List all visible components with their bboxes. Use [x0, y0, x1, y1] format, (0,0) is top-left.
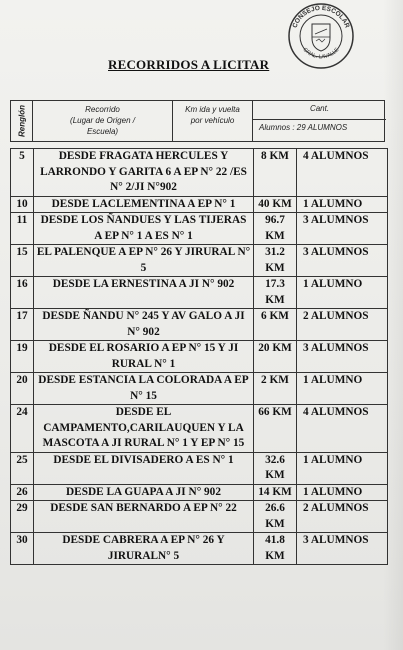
student-count: 1 ALUMNO: [297, 277, 388, 309]
seal-top-text: CONSEJO ESCOLAR: [291, 4, 351, 29]
student-count: 1 ALUMNO: [297, 452, 388, 484]
header-recorrido-line2: (Lugar de Origen /: [70, 116, 135, 125]
row-number: 20: [11, 373, 34, 405]
student-count: 3 ALUMNOS: [297, 245, 388, 277]
route-description: DESDE EL DIVISADERO A ES N° 1: [34, 452, 254, 484]
svg-text:CONSEJO ESCOLAR: [291, 5, 350, 29]
route-km: 40 KM: [254, 196, 297, 213]
route-description: DESDE ESTANCIA LA COLORADA A EP N° 15: [34, 373, 254, 405]
student-count: 3 ALUMNOS: [297, 341, 388, 373]
svg-text:GRAL. LAVALLE: [301, 47, 340, 61]
header-cant-cell: [253, 101, 386, 141]
row-number: 25: [11, 452, 34, 484]
route-km: 20 KM: [254, 341, 297, 373]
route-description: EL PALENQUE A EP N° 26 Y JIRURAL N° 5: [34, 245, 254, 277]
route-description: DESDE EL ROSARIO A EP N° 15 Y JI RURAL N° 1: [34, 341, 254, 373]
table-row: [11, 277, 388, 309]
route-description: DESDE LA ERNESTINA A JI N° 902: [34, 277, 254, 309]
route-description: DESDE LACLEMENTINA A EP N° 1: [34, 196, 254, 213]
route-km: 96.7 KM: [254, 213, 297, 245]
table-row: [11, 501, 388, 533]
page-shadow: [383, 0, 403, 650]
header-renglon: Renglón: [17, 105, 26, 137]
header-cant: Cant.: [253, 101, 386, 120]
route-description: DESDE EL CAMPAMENTO,CARILAUQUEN Y LA MASCOTA A JI RURAL N° 1 Y EP N° 15: [34, 405, 254, 453]
row-number: 10: [11, 196, 34, 213]
school-council-seal: [287, 2, 355, 70]
header-km-line2: por vehículo: [190, 116, 235, 125]
route-description: DESDE LA GUAPA A JI N° 902: [34, 484, 254, 501]
route-km: 6 KM: [254, 309, 297, 341]
student-count: 4 ALUMNOS: [297, 405, 388, 453]
row-number: 5: [11, 149, 34, 197]
table-header: [10, 100, 385, 142]
table-row: [11, 341, 388, 373]
row-number: 16: [11, 277, 34, 309]
row-number: 24: [11, 405, 34, 453]
route-km: 14 KM: [254, 484, 297, 501]
student-count: 4 ALUMNOS: [297, 149, 388, 197]
table-row: [11, 245, 388, 277]
route-km: 26.6 KM: [254, 501, 297, 533]
table-row: [11, 196, 388, 213]
table-row: [11, 405, 388, 453]
routes-table: [10, 148, 388, 565]
header-km-cell: [173, 101, 253, 141]
row-number: 15: [11, 245, 34, 277]
route-description: DESDE LOS ÑANDUES Y LAS TIJERAS A EP N° 1 A ES N° 1: [34, 213, 254, 245]
header-recorrido-line1: Recorrido: [85, 105, 120, 114]
row-number: 17: [11, 309, 34, 341]
table-row: [11, 484, 388, 501]
route-description: DESDE CABRERA A EP N° 26 Y JIRURALN° 5: [34, 533, 254, 565]
table-row: [11, 309, 388, 341]
table-row: [11, 452, 388, 484]
header-renglon-cell: [11, 101, 33, 141]
document-title: RECORRIDOS A LICITAR: [108, 57, 270, 72]
table-row: [11, 213, 388, 245]
route-km: 17.3 KM: [254, 277, 297, 309]
student-count: 2 ALUMNOS: [297, 309, 388, 341]
route-km: 31.2 KM: [254, 245, 297, 277]
student-count: 1 ALUMNO: [297, 196, 388, 213]
route-description: DESDE SAN BERNARDO A EP N° 22: [34, 501, 254, 533]
table-row: [11, 373, 388, 405]
route-km: 8 KM: [254, 149, 297, 197]
route-description: DESDE FRAGATA HERCULES Y LARRONDO Y GARITA 6 A EP N° 22 /ES N° 2/JI N°902: [34, 149, 254, 197]
route-km: 66 KM: [254, 405, 297, 453]
row-number: 11: [11, 213, 34, 245]
table-row: [11, 533, 388, 565]
row-number: 30: [11, 533, 34, 565]
header-recorrido-line3: Escuela): [86, 127, 119, 136]
header-alumnos-total: Alumnos : 29 ALUMNOS: [259, 123, 348, 132]
student-count: 3 ALUMNOS: [297, 213, 388, 245]
route-km: 2 KM: [254, 373, 297, 405]
student-count: 2 ALUMNOS: [297, 501, 388, 533]
route-description: DESDE ÑANDU N° 245 Y AV GALO A JI N° 902: [34, 309, 254, 341]
header-recorrido-cell: [33, 101, 173, 141]
route-km: 32.6 KM: [254, 452, 297, 484]
student-count: 1 ALUMNO: [297, 373, 388, 405]
row-number: 26: [11, 484, 34, 501]
route-km: 41.8 KM: [254, 533, 297, 565]
student-count: 3 ALUMNOS: [297, 533, 388, 565]
student-count: 1 ALUMNO: [297, 484, 388, 501]
row-number: 19: [11, 341, 34, 373]
row-number: 29: [11, 501, 34, 533]
table-row: [11, 149, 388, 197]
header-km-line1: Km ida y vuelta: [185, 105, 240, 114]
seal-bottom-text: GRAL. LAVALLE: [301, 46, 341, 61]
